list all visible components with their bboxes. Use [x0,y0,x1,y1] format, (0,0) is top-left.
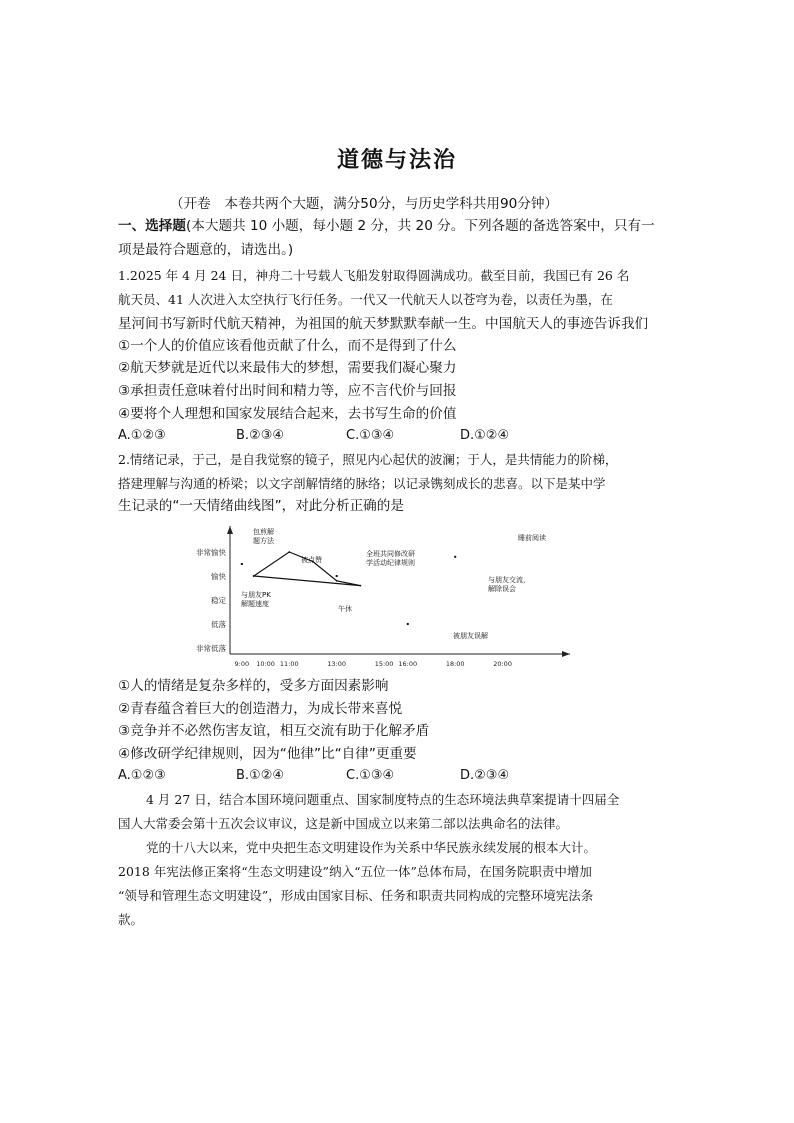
x-axis-arrow [562,651,570,657]
q1-option-c[interactable]: C.①③④ [346,428,395,443]
x-tick-label: 15:00 [374,660,394,668]
q2-stem-line3: 生记录的“一天情绪曲线图”，对此分析正确的是 [118,498,404,514]
q1-option-b[interactable]: B.②③④ [236,428,285,443]
y-tick-label: 愉快 [211,572,226,581]
emotion-point [288,551,290,553]
chart-axes [227,526,570,657]
y-tick-label: 非常低落 [196,644,226,653]
emotion-scatter-point [336,575,338,577]
q2-statement: ③竞争并不必然伤害友谊，相互交流有助于化解矛盾 [118,723,430,739]
q2-statement: ②青春蕴含着巨大的创造潜力，为成长带来喜悦 [118,701,403,717]
x-tick-label: 10:00 [256,660,275,668]
y-tick-label: 稳定 [211,596,226,605]
q2-statement: ④修改研学纪律规则，因为“他律”比“自律”更重要 [118,746,417,762]
q1-statement: ②航天梦就是近代以来最伟大的梦想，需要我们凝心聚力 [118,360,457,376]
exam-note: （开卷 本卷共两个大题，满分50分，与历史学科共用90分钟） [170,196,559,212]
chart-annotations [241,527,546,640]
q2-stem-line2: 搭建理解与沟通的桥梁；以文字剖解情绪的脉络；以记录镌刻成长的悲喜。以下是某中学 [118,476,606,491]
q2-option-b[interactable]: B.①②④ [236,768,285,783]
section1-intro-text: (本大题共 10 小题，每小题 2 分，共 20 分。下列各题的备选答案中，只有一 [185,218,655,234]
passage-p1-line2: 国人大常委会第十五次会议审议，这是新中国成立以来第二部以法典命名的法律。 [118,816,569,831]
emotion-point [253,575,255,577]
passage-p1-line1: 4 月 27 日，结合本国环境问题重点、国家制度特点的生态环境法典草案提请十四届全 [146,792,620,807]
y-tick-label: 非常愉快 [196,548,226,557]
emotion-scatter-point [407,623,409,625]
emotion-scatter-point [241,563,243,565]
q1-options [118,425,678,447]
passage-p2-line1: 党的十八大以来，党中央把生态文明建设作为关系中华民族永续发展的根本大计。 [146,840,597,855]
q2-option-c[interactable]: C.①③④ [346,768,395,783]
q2-stem-line1: 2.情绪记录，于己，是自我觉察的镜子，照见内心起伏的波澜；于人，是共情能力的阶梯， [118,452,618,467]
x-tick-label: 16:00 [398,660,418,668]
x-tick-label: 11:00 [279,660,299,668]
passage-p2-line3: “领导和管理生态文明建设”，形成由国家目标、任务和职责共同构成的完整环境宪法条 [118,888,594,903]
q1-statement: ①一个人的价值应该看他贡献了什么，而不是得到了什么 [118,338,457,354]
chart-marks [241,551,456,625]
emotion-point [336,580,338,582]
q1-option-d[interactable]: D.①②④ [460,428,510,443]
y-tick-label: 低落 [211,620,226,629]
q1-stem-line1: 1.2025 年 4 月 24 日，神舟二十号载人飞船发射取得圆满成功。截至目前，我国已有 26 名 [118,268,630,283]
emotion-curve-chart [170,520,580,670]
y-axis-arrow [227,526,233,534]
x-tick-label: 18:00 [445,660,465,668]
q1-statement: ④要将个人理想和国家发展结合起来，去书写生命的价值 [118,406,457,422]
passage-p2-line2: 2018 年宪法修正案将“生态文明建设”纳入“五位一体”总体布局，在国务院职责中增加 [118,864,592,879]
q1-stem-line3: 星河间书写新时代航天精神，为祖国的航天梦默默奉献一生。中国航天人的事迹告诉我们 [118,316,649,332]
page-title: 道德与法治 [336,147,457,173]
emotion-scatter-point [454,556,456,558]
q2-statement: ①人的情绪是复杂多样的，受多方面因素影响 [118,678,389,694]
section1-intro-line2: 项是最符合题意的，请选出。) [118,242,294,258]
section1-heading: 一、选择题 [118,218,186,234]
chart-annotation: 被点赞 [301,556,322,564]
q1-statement: ③承担责任意味着付出时间和精力等，应不言代价与回报 [118,383,457,399]
x-tick-label: 20:00 [493,660,512,668]
x-tick-label: 9:00 [234,660,250,668]
chart-annotation: 全班共同修改研学活动纪律规则 [366,550,415,567]
q1-stem-line2: 航天员、41 人次进入太空执行飞行任务。一代又一代航天人以苍穹为卷，以责任为墨，在 [118,292,613,307]
chart-annotation: 与朋友交流，解除误会 [488,576,530,593]
q2-option-d[interactable]: D.②③④ [460,768,510,783]
q2-option-a[interactable]: A.①②③ [118,768,166,783]
section1-intro [118,215,680,237]
q1-option-a[interactable]: A.①②③ [118,428,166,443]
chart-annotation: 午休 [338,605,352,613]
chart-annotation: 包煎解题方法 [253,528,274,545]
passage-p2-line4: 款。 [118,912,144,927]
emotion-point [359,585,361,587]
x-tick-label: 13:00 [327,660,347,668]
chart-annotation: 睡前阅读 [518,534,546,542]
chart-annotation: 与朋友PK 解题速度 [241,591,271,608]
chart-annotation: 被朋友误解 [453,632,488,640]
q2-options [118,765,678,787]
